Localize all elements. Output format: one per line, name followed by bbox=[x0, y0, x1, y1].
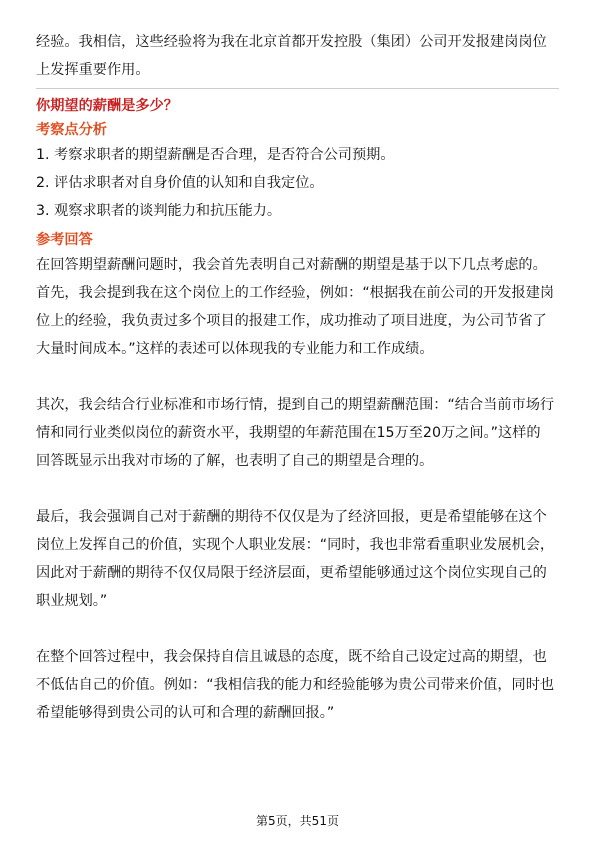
answer-title: 参考回答 bbox=[36, 232, 93, 248]
analysis-item: 1. 考察求职者的期望薪酬是否合理，是否符合公司预期。 bbox=[36, 147, 395, 163]
paragraph-gap bbox=[36, 363, 559, 391]
answer-line: 其次，我会结合行业标准和市场行情，提到自己的期望薪酬范围：“结合当前市场行 bbox=[36, 397, 555, 413]
paragraph-gap bbox=[36, 475, 559, 503]
paragraph-gap bbox=[36, 615, 559, 643]
answer-paragraph-2 bbox=[36, 391, 559, 475]
answer-paragraph-1 bbox=[36, 251, 559, 363]
intro-paragraph bbox=[36, 28, 559, 84]
answer-line: 职业规划。” bbox=[36, 593, 108, 609]
answer-line: 情和同行业类似岗位的薪资水平，我期望的年薪范围在15万至20万之间。”这样的 bbox=[36, 425, 541, 441]
answer-line: 因此对于薪酬的期待不仅仅局限于经济层面，更希望能够通过这个岗位实现自己的 bbox=[36, 565, 547, 581]
analysis-item: 2. 评估求职者对自身价值的认知和自我定位。 bbox=[36, 175, 324, 191]
section-divider bbox=[36, 88, 559, 89]
answer-line: 大量时间成本。”这样的表述可以体现我的专业能力和工作成绩。 bbox=[36, 341, 434, 357]
analysis-item: 3. 观察求职者的谈判能力和抗压能力。 bbox=[36, 203, 282, 219]
answer-line: 岗位上发挥自己的价值，实现个人职业发展：“同时，我也非常看重职业发展机会， bbox=[36, 537, 555, 553]
answer-line: 在整个回答过程中，我会保持自信且诚恳的态度，既不给自己设定过高的期望，也 bbox=[36, 649, 547, 665]
analysis-title: 考察点分析 bbox=[36, 122, 107, 138]
answer-paragraph-3 bbox=[36, 503, 559, 615]
answer-line: 首先，我会提到我在这个岗位上的工作经验，例如：“根据我在前公司的开发报建岗 bbox=[36, 285, 555, 301]
answer-line: 回答既显示出我对市场的了解，也表明了自己的期望是合理的。 bbox=[36, 453, 434, 469]
analysis-list bbox=[36, 141, 559, 225]
answer-line: 不低估自己的价值。例如：“我相信我的能力和经验能够为贵公司带来价值，同时也 bbox=[36, 677, 555, 693]
answer-line: 在回答期望薪酬问题时，我会首先表明自己对薪酬的期望是基于以下几点考虑的。 bbox=[36, 257, 547, 273]
intro-line: 经验。我相信，这些经验将为我在北京首都开发控股（集团）公司开发报建岗岗位 bbox=[36, 34, 547, 50]
answer-paragraph-4 bbox=[36, 643, 559, 727]
intro-line: 上发挥重要作用。 bbox=[36, 62, 150, 78]
answer-line: 希望能够得到贵公司的认可和合理的薪酬回报。” bbox=[36, 705, 335, 721]
question-heading: 你期望的薪酬是多少？ bbox=[36, 98, 178, 114]
document-page bbox=[36, 28, 559, 727]
answer-line: 最后，我会强调自己对于薪酬的期待不仅仅是为了经济回报，更是希望能够在这个 bbox=[36, 509, 547, 525]
answer-line: 位上的经验，我负责过多个项目的报建工作，成功推动了项目进度，为公司节省了 bbox=[36, 313, 547, 329]
page-number: 第5页，共51页 bbox=[256, 814, 339, 828]
